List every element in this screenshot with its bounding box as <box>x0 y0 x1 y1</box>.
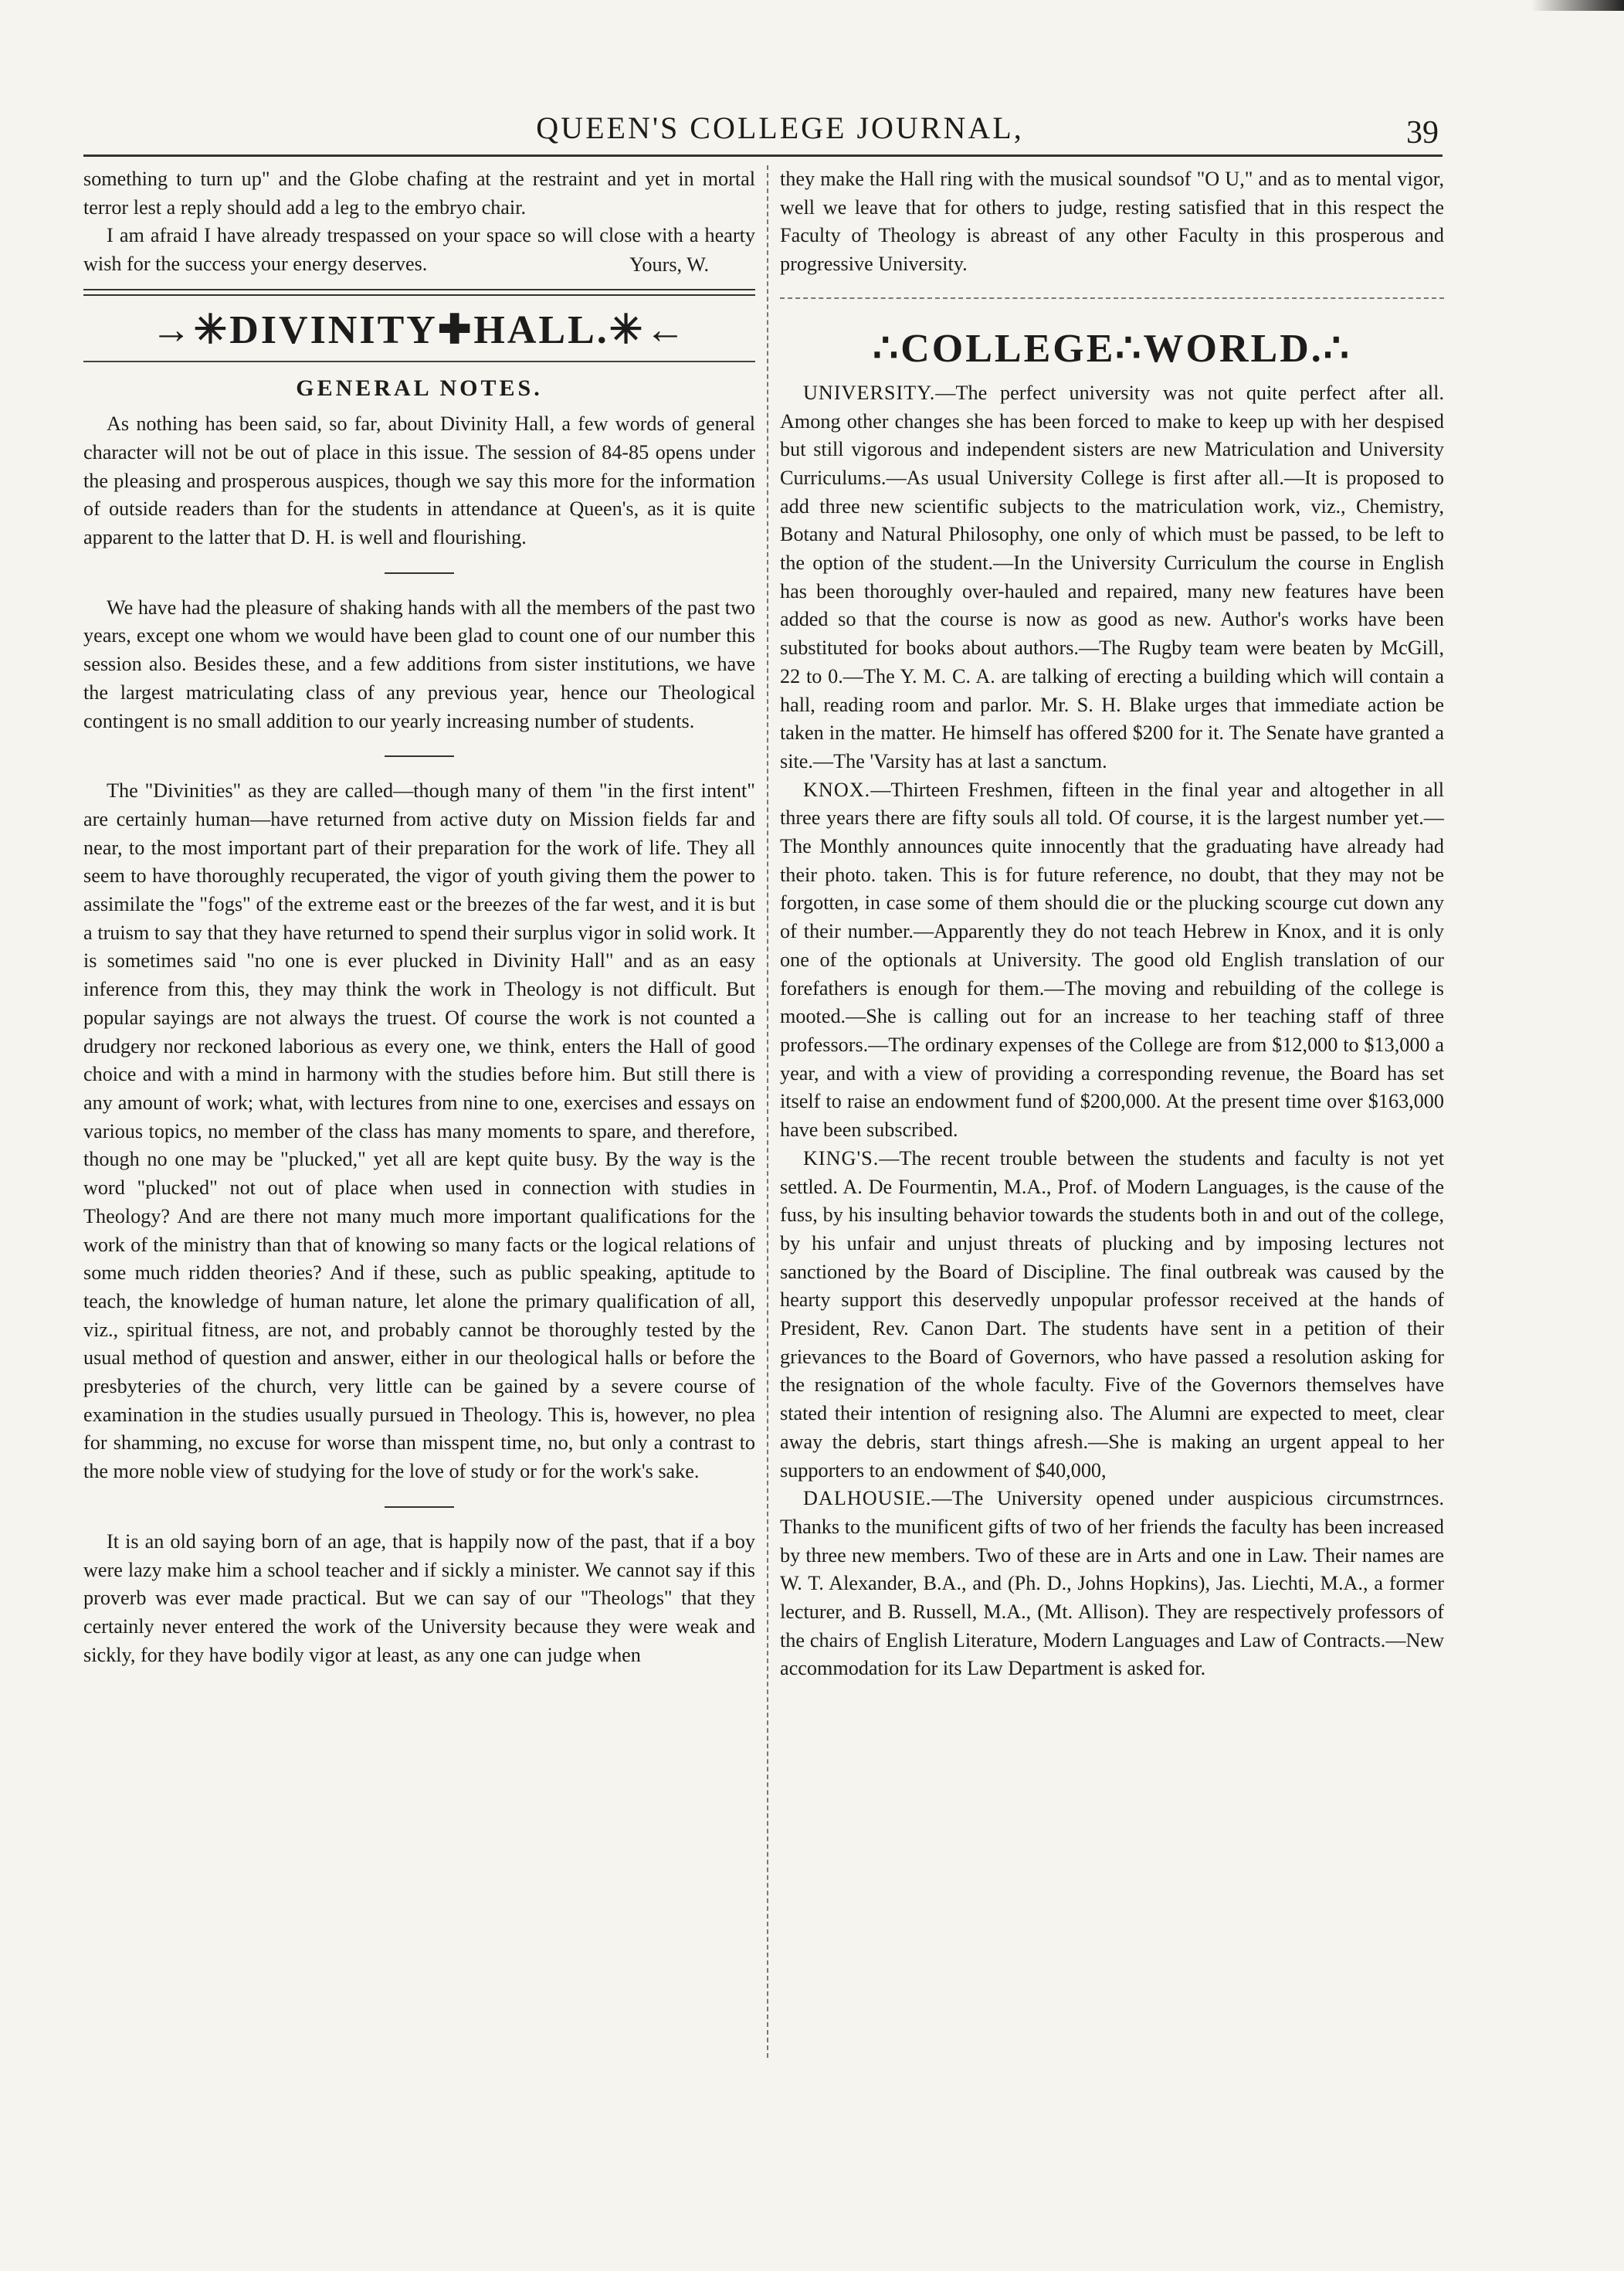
paragraph-separator <box>385 572 454 574</box>
article-continuation: they make the Hall ring with the musical soundsof "O U," and as to mental vigor, well we leave that for others to judge, resting satisfied that in this respect the Faculty of Theology is abreast of any other Faculty in this prosperous and progressive University. <box>780 168 1444 276</box>
news-item-keyword: UNIVERSITY. <box>803 381 936 404</box>
news-item <box>780 1145 1444 1485</box>
news-item-text: —Thirteen Freshmen, fifteen in the final year and altogether in all three years there are fifty souls all told. Of course, it is the largest number yet.—The Monthly announces quite innocently that the graduating have already had their photo. taken. This is for future reference, no doubt, that they may not be forgotten, in case some of them should die or the plucking scourge cut down any of their number.—Apparently they do not teach Hebrew in Knox, and it is only one of the optionals at University. The good old English translation of our forefathers is enough for them.—The moving and rebuilding of the college is mooted.—She is calling out for an increase to her teaching staff of three professors.—The ordinary expenses of the College are from $12,000 to $13,000 a year, and with a view of providing a corresponding revenue, the Board has set itself to raise an endowment fund of $200,000. At the present time over $163,000 have been subscribed. <box>780 778 1444 1142</box>
section-rule <box>780 297 1444 299</box>
news-item-keyword: DALHOUSIE. <box>803 1487 932 1510</box>
letter-paragraph: something to turn up" and the Globe chafing at the restraint and yet in mortal terror lest a reply should add a leg to the embryo chair. <box>83 168 755 219</box>
scan-edge <box>1531 0 1624 11</box>
news-item-keyword: KING'S. <box>803 1146 880 1169</box>
header-rule <box>83 154 1443 157</box>
letter-signature: Yours, W. <box>629 253 709 276</box>
right-column <box>780 165 1444 1683</box>
left-column <box>83 165 755 1669</box>
paragraph-separator <box>385 755 454 757</box>
section-rule <box>83 289 755 296</box>
paragraph-separator <box>385 1506 454 1508</box>
article-paragraph: It is an old saying born of an age, that is happily now of the past, that if a boy were lazy make him a school teacher and if sickly a minister. We cannot say if this proverb was ever made practical. But we can say of our "Theologs" that they certainly never entered the work of the University because they were weak and sickly, for they have bodily vigor at least, as any one can judge when <box>83 1529 755 1666</box>
news-item <box>780 1485 1444 1683</box>
news-item <box>780 776 1444 1145</box>
article-paragraph: The "Divinities" as they are called—though many of them "in the first intent" are certainly human—have returned from active duty on Mission fields far and near, to the most important part of their preparation for the work of life. They all seem to have thoroughly recuperated, the vigor of youth giving them the power to assimilate the "fogs" of the extreme east or the breezes of the far west, and it is but a truism to say that they have returned to spend their surplus vigor in solid work. It is sometimes said "no one is ever plucked in Divinity Hall" and as an easy inference from this, they may think the work in Theology is not difficult. But popular sayings are not always the truest. Of course the work is not counted a drudgery nor reckoned laborious as every one, we think, enters the Hall of good choice and with a mind in harmony with the studies before him. But still there is any amount of work; what, with lectures from nine to one, exercises and essays on various topics, no member of the class has many moments to spare, and therefore, though no one may be "plucked," yet all are kept quite busy. By the way is the word "plucked" not out of place when used in connection with studies in Theology? And are there not many much more important qualifications for the work of the ministry than that of knowing so many facts or the logical relations of some much ridden theories? And if these, such as public speaking, aptitude to teach, the knowledge of human nature, let alone the primary qualification of all, viz., spiritual fitness, are not, and probably cannot be thoroughly tested by the usual method of question and answer, either in our theological halls or before the presbyteries of the church, very little can be gained by a severe course of examination in the studies usually pursued in Theology. This is, however, no plea for shamming, no excuse for worse than misspent time, no, but only a contrast to the more noble view of studying for the love of study or for the work's sake. <box>83 779 755 1483</box>
heading-rule <box>83 361 755 362</box>
news-item-text: —The recent trouble between the students and faculty is not yet settled. A. De Fourmentin, M.A., Prof. of Modern Languages, is the cause of the fuss, by his insulting behavior towards the students both in and out of the college, by his unfair and unjust threats of plucking and by imposing lectures not sanctioned by the Board of Discipline. The final outbreak was caused by the hearty support this deservedly unpopular professor received at the hands of President, Rev. Canon Dart. The students have sent in a petition of their grievances to the Board of Governors, who have passed a resolution asking for the resignation of the whole faculty. Five of the Governors themselves have stated their intention of resigning also. The Alumni are expected to meet, clear away the debris, start things afresh.—She is making an urgent appeal to her supporters to an endowment of $40,000, <box>780 1146 1444 1482</box>
divinity-hall-heading: →✳DIVINITY✚HALL.✳← <box>151 307 688 352</box>
article-paragraph: We have had the pleasure of shaking hands with all the members of the past two years, except one whom we would have been glad to count one of our number this session also. Besides these, and a few additions from sister institutions, we have the largest matriculating class of any previous year, hence our Theological contingent is no small addition to our yearly increasing number of students. <box>83 596 755 732</box>
college-world-heading: ∴COLLEGE∴WORLD.∴ <box>873 326 1351 371</box>
article-paragraph: As nothing has been said, so far, about Divinity Hall, a few words of general character will not be out of place in this issue. The session of 84-85 opens under the pleasing and prosperous auspices, though we say this more for the information of outside readers than for the students in attendance at Queen's, as it is quite apparent to the latter that D. H. is well and flourishing. <box>83 412 755 549</box>
general-notes-subheading: GENERAL NOTES. <box>296 375 543 401</box>
news-item-text: —The perfect university was not quite perfect after all. Among other changes she has been forced to make to keep up with her despised but still vigorous and independent sisters are new Matriculation and University Curriculums.—As usual University College is first after all.—It is proposed to add three new scientific subjects to the matriculation work, viz., Chemistry, Botany and Natural Philosophy, one only of which must be passed, to be left to the option of the student.—In the University Curriculum the course in English has been thoroughly over-hauled and repaired, many new features have been added so that the course is now as good as new. Author's works have been substituted for books about authors.—The Rugby team were beaten by McGill, 22 to 0.—The Y. M. C. A. are talking of erecting a building which will contain a hall, reading room and parlor. Mr. S. H. Blake urges that immediate action be taken in the matter. He himself has offered $200 for it. The Senate have granted a site.—The 'Varsity has at last a sanctum. <box>780 381 1444 772</box>
letter-paragraph: I am afraid I have already trespassed on your space so will close with a hearty wish for the success your energy deserves. <box>83 224 755 276</box>
column-divider <box>767 165 768 2058</box>
page-number: 39 <box>1406 115 1439 151</box>
news-item <box>780 379 1444 776</box>
running-title: QUEEN'S COLLEGE JOURNAL, <box>536 110 1024 145</box>
news-item-text: —The University opened under auspicious circumstrnces. Thanks to the munificent gifts of two of her friends the faculty has been increased by three new members. Two of these are in Arts and one in Law. Their names are W. T. Alexander, B.A., and (Ph. D., Johns Hopkins), Jas. Liechti, M.A., a former lecturer, and B. Russell, M.A., (Mt. Allison). They are respectively professors of the chairs of English Literature, Modern Languages and Law of Contracts.—New accommodation for its Law Department is asked for. <box>780 1487 1444 1680</box>
news-item-keyword: KNOX. <box>803 778 871 801</box>
